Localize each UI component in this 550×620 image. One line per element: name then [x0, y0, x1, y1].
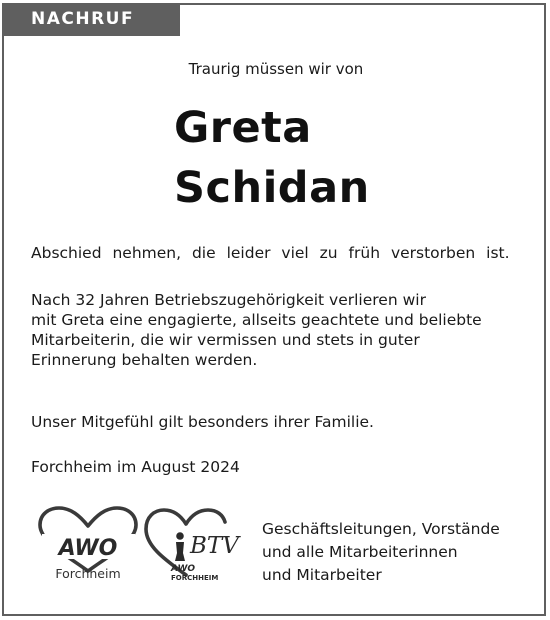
- sympathy-text: Unser Mitgefühl gilt besonders ihrer Familie.: [31, 413, 374, 431]
- figure-head-icon: [176, 532, 184, 540]
- deceased-last-name: Schidan: [174, 163, 370, 213]
- awo-city: Forchheim: [55, 566, 121, 581]
- intro-text: Traurig müssen wir von: [188, 60, 364, 78]
- deceased-first-name: Greta: [174, 103, 312, 153]
- farewell-text: Abschied nehmen, die leider viel zu früh verstorben ist.: [31, 244, 510, 262]
- btv-wordmark: BTV: [190, 533, 239, 559]
- figure-body-icon: [175, 542, 185, 561]
- btv-sub-city: FORCHHEIM: [171, 574, 219, 582]
- btv-sub-awo: AWO: [171, 564, 196, 574]
- signature-block: Geschäftsleitungen, Vorstände und alle Mitarbeiterinnen und Mitarbeiter: [262, 520, 500, 584]
- tribute-paragraph: Nach 32 Jahren Betriebszugehörigkeit verlieren wir mit Greta eine engagierte, allseits geachtete und beliebte Mitarbeiterin, die wir vermissen und stets in guter Erinnerung behalten werden.: [31, 291, 482, 369]
- awo-logo: [36, 505, 141, 583]
- header-label: NACHRUF: [2, 3, 180, 36]
- awo-wordmark: AWO: [58, 536, 118, 561]
- place-date: Forchheim im August 2024: [31, 458, 240, 476]
- btv-logo: [143, 505, 243, 583]
